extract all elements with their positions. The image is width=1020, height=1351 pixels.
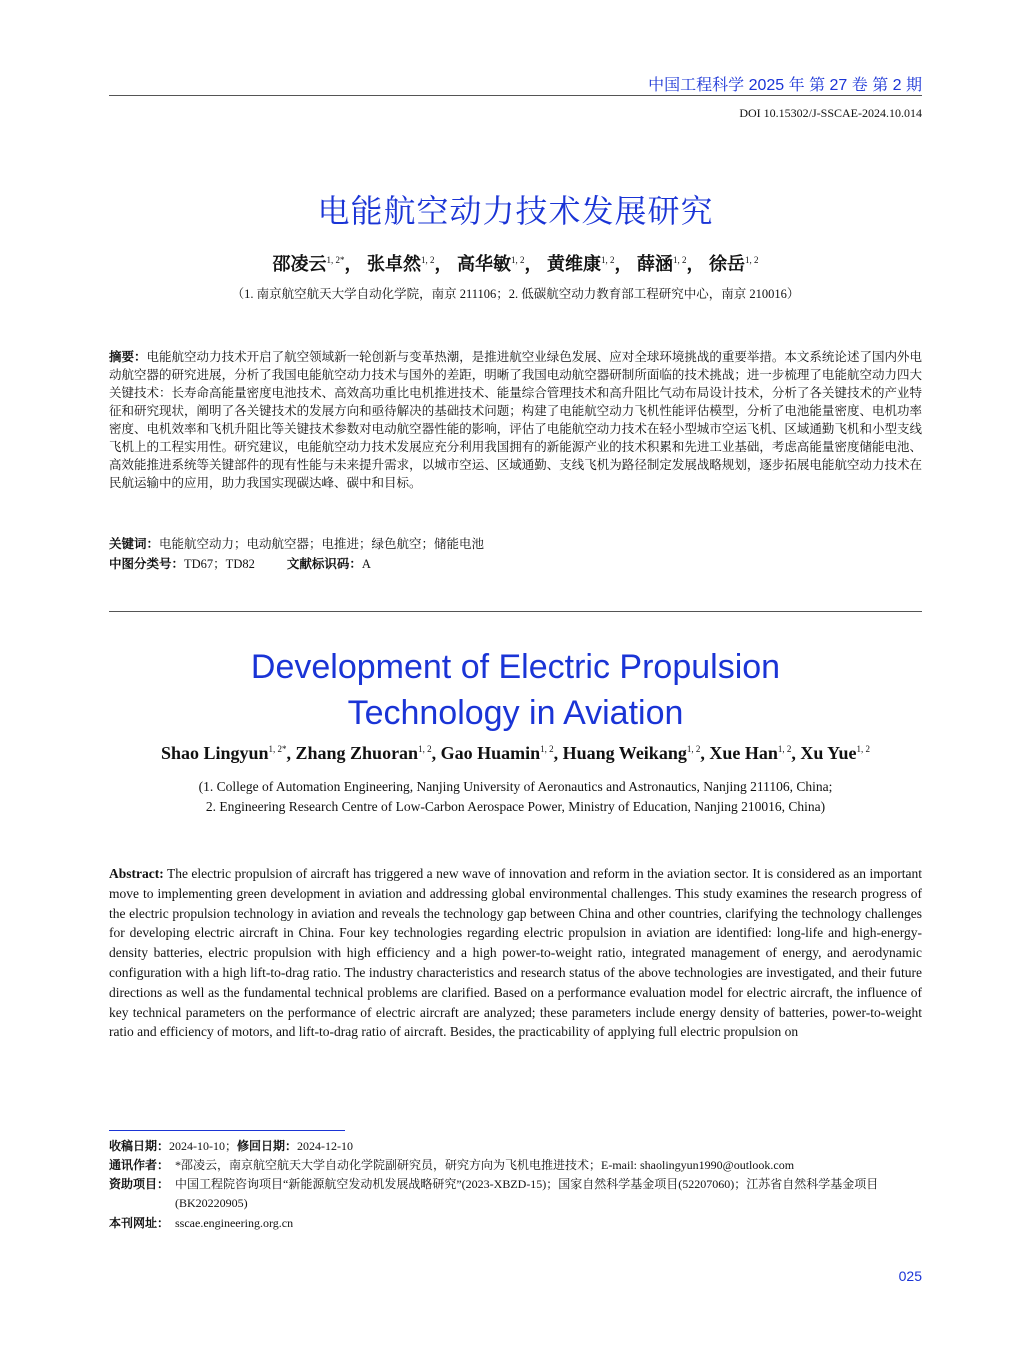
author-affil-mark: 1, 2 — [745, 255, 759, 265]
doccode-label: 文献标识码： — [286, 557, 362, 571]
affiliation-cn: （1. 南京航空航天大学自动化学院，南京 211106；2. 低碳航空动力教育部工程研究中心，南京 210016） — [231, 287, 800, 301]
author-en: Gao Huamin — [440, 743, 541, 763]
received-label: 收稿日期： — [109, 1139, 170, 1153]
abstract-cn — [109, 348, 922, 492]
footnote-website — [109, 1214, 922, 1233]
revised-date: 2024-12-10 — [297, 1139, 354, 1153]
abstract-en-text: The electric propulsion of aircraft has triggered a new wave of innovation and reform in the aviation sector. It is considered as an important move to implementing green development in aviation and addressing global environmental challenges. This study examines the research progress of the electric propulsion technology in aviation and reveals the technology gap between China and other countries, clarifying the technology challenges for developing electric aircraft in China. Four key technologies regarding electric propulsion in aviation are identified: long-life and high-energy-density batteries, electric propulsion with high efficiency and a high power-to-weight ratio, integrated management of energy, and aerodynamic configuration with a high lift-to-drag ratio. The industry characteristics and research status of the above technologies are investigated, and their future directions as well as the fundamental technical problems are clarified. Based on a performance evaluation model for electric aircraft, the influence of key technical parameters on the performance of electric aircraft are analyzed; these parameters include energy density of batteries, power-to-weight ratio and efficiency of motors, and lift-to-drag ratio of aircraft. Besides, the practicability of applying full electric propulsion on — [109, 866, 922, 1040]
affiliation-en-line2: 2. Engineering Research Centre of Low-Carbon Aerospace Power, Ministry of Education, Nanjing 210016, China) — [205, 799, 826, 814]
site-label: 本刊网址： — [109, 1216, 170, 1230]
received-date: 2024-10-10； — [169, 1139, 238, 1153]
section-divider — [109, 611, 922, 612]
author-en: Xu Yue — [800, 743, 857, 763]
journal-header: 中国工程科学 2025 年 第 27 卷 第 2 期 — [648, 77, 922, 94]
fund-label: 资助项目： — [109, 1177, 170, 1191]
author-cn: 邵凌云 — [272, 254, 327, 274]
footnote-divider — [109, 1130, 345, 1131]
keywords-cn-text: 电能航空动力；电动航空器；电推进；绿色航空；储能电池 — [159, 537, 485, 551]
site-link[interactable]: sscae.engineering.org.cn — [175, 1216, 294, 1230]
title-en-line2: Technology in Aviation — [347, 694, 684, 732]
page-number: 025 — [898, 1268, 922, 1284]
doi[interactable]: DOI 10.15302/J-SSCAE-2024.10.014 — [739, 106, 922, 120]
author-affil-mark: 1, 2* — [268, 744, 287, 754]
abstract-en-label: Abstract: — [109, 866, 164, 881]
class-label: 中图分类号： — [109, 557, 185, 571]
title-cn: 电能航空动力技术发展研究 — [317, 192, 714, 230]
author-affil-mark: 1, 2 — [673, 255, 687, 265]
title-en — [109, 644, 922, 736]
keywords-cn — [109, 535, 922, 553]
affiliation-en-line1: (1. College of Automation Engineering, Nanjing University of Aeronautics and Astronautics, Nanjing 211106, China; — [198, 779, 833, 794]
author-en: Huang Weikang — [562, 743, 687, 763]
author-affil-mark: 1, 2 — [418, 744, 432, 754]
footnote-corresponding-author — [109, 1156, 922, 1175]
author-cn: 黄维康 — [547, 254, 601, 274]
keywords-cn-label: 关键词： — [109, 537, 160, 551]
footnote-funding — [109, 1175, 922, 1213]
revised-label: 修回日期： — [237, 1139, 298, 1153]
authors-en: Shao Lingyun$^{1, 2*}$, Zhang Zhuoran$^{1, 2}$, Gao Huamin$^{1, 2}$, Huang Weikang$^{1, 2}$, Xue Han$^{1, 2}$, Xu Yue$^{1, 2}$ — [160, 743, 871, 763]
author-cn: 高华敏 — [457, 254, 511, 274]
title-en-line1: Development of Electric Propulsion — [250, 648, 781, 686]
author-affil-mark: 1, 2 — [777, 744, 792, 754]
authors-cn: 邵凌云$^{1, 2*}$， 张卓然$^{1, 2}$， 高华敏$^{1, 2}$， 黄维康$^{1, 2}$， 薛涵$^{1, 2}$， 徐岳$^{1, 2}$ — [272, 254, 759, 274]
author-affil-mark: 1, 2 — [511, 255, 525, 265]
author-affil-mark: 1, 2 — [856, 744, 871, 754]
fund-text: 中国工程院咨询项目“新能源航空发动机发展战略研究”(2023-XBZD-15)；国家自然科学基金项目(52207060)；江苏省自然科学基金项目(BK20220905) — [175, 1177, 879, 1210]
corr-label: 通讯作者： — [109, 1158, 170, 1172]
affiliation-en — [109, 777, 922, 817]
doccode-value: A — [361, 557, 371, 571]
footnote-dates — [109, 1137, 922, 1156]
abstract-cn-label: 摘要： — [109, 350, 147, 364]
class-value: TD67；TD82 — [184, 557, 255, 571]
classification-cn — [109, 555, 922, 573]
author-en: Xue Han — [709, 743, 778, 763]
author-affil-mark: 1, 2 — [601, 255, 615, 265]
corr-text[interactable]: *邵凌云，南京航空航天大学自动化学院副研究员，研究方向为飞机电推进技术；E-mail: shaolingyun1990@outlook.com — [175, 1158, 795, 1172]
author-affil-mark: 1, 2 — [686, 744, 701, 754]
author-cn: 薛涵 — [637, 254, 673, 274]
author-affil-mark: 1, 2 — [540, 744, 554, 754]
author-cn: 张卓然 — [367, 254, 421, 274]
abstract-cn-text: 电能航空动力技术开启了航空领域新一轮创新与变革热潮，是推进航空业绿色发展、应对全球环境挑战的重要举措。本文系统论述了国内外电动航空器的研究进展，分析了我国电能航空动力技术与国外的差距，明晰了我国电动航空器研制所面临的技术挑战；进一步梳理了电能航空动力四大关键技术：长寿命高能量密度电池技术、高效高功重比电机推进技术、能量综合管理技术和高升阻比气动布局设计技术，分析了各关键技术的产业特征和研究现状，阐明了各关键技术的发展方向和亟待解决的基础技术问题；构建了电能航空动力飞机性能评估模型，分析了电池能量密度、电机功率密度、电机效率和飞机升阻比等关键技术参数对电动航空器性能的影响，评估了电能航空动力技术在轻小型城市空运飞机、区域通勤飞机和小型支线飞机上的工程实用性。研究建议，电能航空动力技术发展应充分利用我国拥有的新能源产业的技术积累和先进工业基础，考虑高能量密度储能电池、高效能推进系统等关键部件的现有性能与未来提升需求，以城市空运、区域通勤、支线飞机为路径制定发展战略规划，逐步拓展电能航空动力技术在民航运输中的应用，助力我国实现碳达峰、碳中和目标。 — [109, 350, 922, 490]
author-affil-mark: 1, 2 — [421, 255, 435, 265]
header-divider — [109, 95, 922, 96]
author-en: Shao Lingyun — [160, 743, 269, 763]
abstract-en — [109, 864, 922, 1042]
author-en: Zhang Zhuoran — [295, 743, 419, 763]
author-affil-mark: 1, 2* — [326, 255, 345, 265]
author-cn: 徐岳 — [709, 254, 745, 274]
